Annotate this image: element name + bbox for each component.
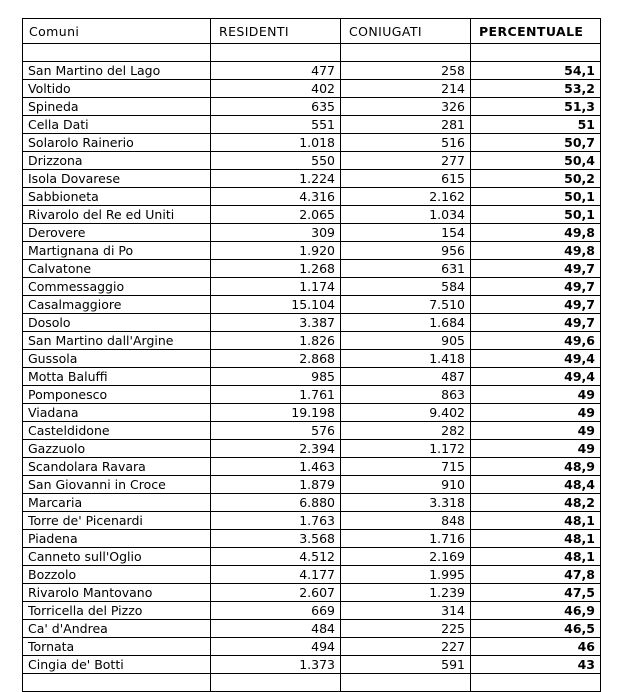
cell-comune: Solarolo Rainerio <box>23 134 211 152</box>
cell-coniugati: 154 <box>341 224 471 242</box>
cell-comune: Cingia de' Botti <box>23 656 211 674</box>
cell-residenti: 1.268 <box>211 260 341 278</box>
cell-coniugati: 1.995 <box>341 566 471 584</box>
cell-coniugati: 591 <box>341 656 471 674</box>
cell-comune: Gussola <box>23 350 211 368</box>
cell-coniugati: 1.418 <box>341 350 471 368</box>
cell-residenti: 1.373 <box>211 656 341 674</box>
cell-residenti: 1.018 <box>211 134 341 152</box>
cell-comune: Torre de' Picenardi <box>23 512 211 530</box>
table-row <box>23 224 601 242</box>
cell-percentuale: 53,2 <box>471 80 601 98</box>
cell-percentuale: 49 <box>471 404 601 422</box>
table-header-row <box>23 19 601 44</box>
table-row <box>23 458 601 476</box>
cell-coniugati: 225 <box>341 620 471 638</box>
cell-comune: Marcaria <box>23 494 211 512</box>
cell-comune: Rivarolo del Re ed Uniti <box>23 206 211 224</box>
cell-percentuale: 50,7 <box>471 134 601 152</box>
table-row <box>23 656 601 674</box>
column-header-coniugati: CONIUGATI <box>341 19 471 44</box>
cell-percentuale: 49,6 <box>471 332 601 350</box>
top-spacer-row <box>23 44 601 62</box>
cell-percentuale: 50,1 <box>471 206 601 224</box>
spacer-cell <box>23 44 211 62</box>
cell-percentuale: 49 <box>471 422 601 440</box>
table-row <box>23 188 601 206</box>
cell-coniugati: 326 <box>341 98 471 116</box>
table-row <box>23 332 601 350</box>
spacer-cell <box>211 674 341 692</box>
cell-comune: Cella Dati <box>23 116 211 134</box>
table-row <box>23 638 601 656</box>
table-row <box>23 170 601 188</box>
table-row <box>23 584 601 602</box>
cell-residenti: 2.868 <box>211 350 341 368</box>
cell-percentuale: 49,7 <box>471 296 601 314</box>
cell-residenti: 1.224 <box>211 170 341 188</box>
spacer-cell <box>211 44 341 62</box>
table-row <box>23 548 601 566</box>
cell-coniugati: 631 <box>341 260 471 278</box>
table-row <box>23 602 601 620</box>
cell-percentuale: 54,1 <box>471 62 601 80</box>
cell-residenti: 551 <box>211 116 341 134</box>
table-row <box>23 116 601 134</box>
cell-percentuale: 49,4 <box>471 350 601 368</box>
cell-residenti: 3.568 <box>211 530 341 548</box>
cell-residenti: 6.880 <box>211 494 341 512</box>
cell-percentuale: 48,9 <box>471 458 601 476</box>
spacer-cell <box>341 44 471 62</box>
cell-comune: Commessaggio <box>23 278 211 296</box>
cell-comune: Ca' d'Andrea <box>23 620 211 638</box>
cell-residenti: 3.387 <box>211 314 341 332</box>
cell-residenti: 494 <box>211 638 341 656</box>
cell-coniugati: 715 <box>341 458 471 476</box>
cell-percentuale: 50,4 <box>471 152 601 170</box>
cell-comune: Sabbioneta <box>23 188 211 206</box>
cell-coniugati: 863 <box>341 386 471 404</box>
cell-percentuale: 48,4 <box>471 476 601 494</box>
cell-percentuale: 50,2 <box>471 170 601 188</box>
cell-percentuale: 50,1 <box>471 188 601 206</box>
cell-percentuale: 48,2 <box>471 494 601 512</box>
table-row <box>23 242 601 260</box>
table-row <box>23 62 601 80</box>
cell-percentuale: 47,5 <box>471 584 601 602</box>
cell-comune: Dosolo <box>23 314 211 332</box>
cell-coniugati: 516 <box>341 134 471 152</box>
cell-coniugati: 910 <box>341 476 471 494</box>
spacer-cell <box>23 674 211 692</box>
cell-coniugati: 277 <box>341 152 471 170</box>
cell-percentuale: 49,7 <box>471 260 601 278</box>
cell-coniugati: 281 <box>341 116 471 134</box>
cell-comune: Derovere <box>23 224 211 242</box>
spacer-cell <box>341 674 471 692</box>
table-row <box>23 80 601 98</box>
cell-comune: Drizzona <box>23 152 211 170</box>
cell-coniugati: 9.402 <box>341 404 471 422</box>
table-row <box>23 260 601 278</box>
cell-percentuale: 48,1 <box>471 530 601 548</box>
cell-percentuale: 49,8 <box>471 224 601 242</box>
table-body <box>23 44 601 692</box>
cell-residenti: 635 <box>211 98 341 116</box>
cell-comune: Calvatone <box>23 260 211 278</box>
cell-coniugati: 282 <box>341 422 471 440</box>
table-row <box>23 530 601 548</box>
cell-coniugati: 7.510 <box>341 296 471 314</box>
cell-residenti: 19.198 <box>211 404 341 422</box>
cell-comune: Rivarolo Mantovano <box>23 584 211 602</box>
bottom-spacer-row <box>23 674 601 692</box>
cell-coniugati: 1.239 <box>341 584 471 602</box>
table-row <box>23 512 601 530</box>
cell-residenti: 402 <box>211 80 341 98</box>
cell-percentuale: 49,7 <box>471 314 601 332</box>
cell-residenti: 985 <box>211 368 341 386</box>
cell-residenti: 576 <box>211 422 341 440</box>
cell-residenti: 1.761 <box>211 386 341 404</box>
cell-residenti: 2.394 <box>211 440 341 458</box>
cell-comune: Voltido <box>23 80 211 98</box>
cell-comune: Viadana <box>23 404 211 422</box>
cell-coniugati: 1.034 <box>341 206 471 224</box>
cell-coniugati: 615 <box>341 170 471 188</box>
cell-residenti: 2.607 <box>211 584 341 602</box>
cell-residenti: 1.463 <box>211 458 341 476</box>
cell-coniugati: 905 <box>341 332 471 350</box>
cell-percentuale: 51 <box>471 116 601 134</box>
table-row <box>23 476 601 494</box>
cell-comune: Torricella del Pizzo <box>23 602 211 620</box>
cell-comune: Pomponesco <box>23 386 211 404</box>
cell-comune: Gazzuolo <box>23 440 211 458</box>
cell-residenti: 1.763 <box>211 512 341 530</box>
table-row <box>23 134 601 152</box>
column-header-comuni: Comuni <box>23 19 211 44</box>
table-row <box>23 278 601 296</box>
cell-residenti: 4.316 <box>211 188 341 206</box>
cell-coniugati: 2.162 <box>341 188 471 206</box>
spacer-cell <box>471 674 601 692</box>
cell-coniugati: 314 <box>341 602 471 620</box>
table-row <box>23 566 601 584</box>
cell-coniugati: 214 <box>341 80 471 98</box>
column-header-residenti: RESIDENTI <box>211 19 341 44</box>
table-row <box>23 422 601 440</box>
table-row <box>23 152 601 170</box>
table-row <box>23 206 601 224</box>
cell-percentuale: 49,7 <box>471 278 601 296</box>
cell-comune: Tornata <box>23 638 211 656</box>
table-row <box>23 440 601 458</box>
cell-residenti: 477 <box>211 62 341 80</box>
cell-percentuale: 49 <box>471 386 601 404</box>
cell-coniugati: 848 <box>341 512 471 530</box>
cell-coniugati: 584 <box>341 278 471 296</box>
cell-comune: San Martino dall'Argine <box>23 332 211 350</box>
cell-residenti: 15.104 <box>211 296 341 314</box>
cell-residenti: 1.920 <box>211 242 341 260</box>
cell-percentuale: 46,5 <box>471 620 601 638</box>
cell-coniugati: 258 <box>341 62 471 80</box>
cell-comune: Motta Baluffi <box>23 368 211 386</box>
cell-residenti: 309 <box>211 224 341 242</box>
cell-coniugati: 1.716 <box>341 530 471 548</box>
cell-percentuale: 51,3 <box>471 98 601 116</box>
cell-percentuale: 48,1 <box>471 512 601 530</box>
cell-comune: Martignana di Po <box>23 242 211 260</box>
cell-comune: Isola Dovarese <box>23 170 211 188</box>
cell-residenti: 1.879 <box>211 476 341 494</box>
cell-percentuale: 46,9 <box>471 602 601 620</box>
table-row <box>23 386 601 404</box>
cell-coniugati: 487 <box>341 368 471 386</box>
table-row <box>23 314 601 332</box>
cell-residenti: 484 <box>211 620 341 638</box>
table-row <box>23 350 601 368</box>
cell-coniugati: 956 <box>341 242 471 260</box>
cell-residenti: 4.177 <box>211 566 341 584</box>
cell-comune: Scandolara Ravara <box>23 458 211 476</box>
cell-percentuale: 47,8 <box>471 566 601 584</box>
cell-percentuale: 49,8 <box>471 242 601 260</box>
spacer-cell <box>471 44 601 62</box>
cell-percentuale: 48,1 <box>471 548 601 566</box>
table-row <box>23 368 601 386</box>
table-row <box>23 98 601 116</box>
cell-residenti: 4.512 <box>211 548 341 566</box>
cell-coniugati: 227 <box>341 638 471 656</box>
cell-percentuale: 49,4 <box>471 368 601 386</box>
table-row <box>23 404 601 422</box>
cell-comune: San Martino del Lago <box>23 62 211 80</box>
cell-residenti: 2.065 <box>211 206 341 224</box>
cell-percentuale: 49 <box>471 440 601 458</box>
cell-residenti: 550 <box>211 152 341 170</box>
cell-percentuale: 43 <box>471 656 601 674</box>
table-row <box>23 620 601 638</box>
cell-residenti: 1.826 <box>211 332 341 350</box>
cell-comune: San Giovanni in Croce <box>23 476 211 494</box>
table-row <box>23 494 601 512</box>
cell-comune: Piadena <box>23 530 211 548</box>
cell-residenti: 669 <box>211 602 341 620</box>
cell-coniugati: 1.172 <box>341 440 471 458</box>
cell-comune: Casalmaggiore <box>23 296 211 314</box>
cell-coniugati: 2.169 <box>341 548 471 566</box>
cell-comune: Canneto sull'Oglio <box>23 548 211 566</box>
cell-coniugati: 3.318 <box>341 494 471 512</box>
comuni-table <box>22 18 601 692</box>
cell-percentuale: 46 <box>471 638 601 656</box>
cell-comune: Casteldidone <box>23 422 211 440</box>
cell-comune: Bozzolo <box>23 566 211 584</box>
table-header <box>23 19 601 44</box>
cell-residenti: 1.174 <box>211 278 341 296</box>
table-container <box>22 18 600 692</box>
column-header-percentuale: PERCENTUALE <box>471 19 601 44</box>
cell-coniugati: 1.684 <box>341 314 471 332</box>
table-row <box>23 296 601 314</box>
cell-comune: Spineda <box>23 98 211 116</box>
